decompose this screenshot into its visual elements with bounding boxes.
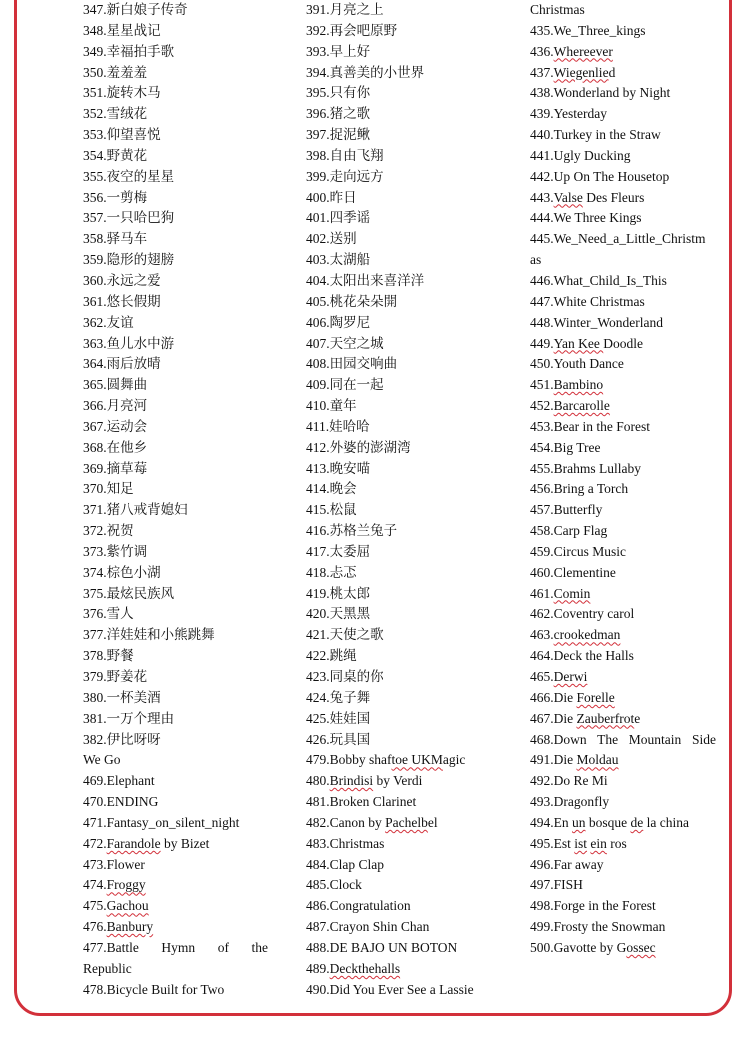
song-entry: 441.Ugly Ducking (530, 147, 631, 163)
song-entry: 352.雪绒花 (83, 106, 148, 122)
song-entry: 442.Up On The Housetop (530, 168, 670, 184)
song-entry: 461.Comin (530, 585, 591, 601)
song-entry: 414.晚会 (306, 481, 357, 497)
song-entry: 418.忐忑 (306, 564, 357, 580)
song-entry: 440.Turkey in the Straw (530, 127, 661, 143)
song-entry: 469.Elephant (83, 773, 155, 789)
song-entry: 405.桃花朵朵開 (306, 293, 398, 309)
song-entry: 437.Wiegenlied (530, 64, 616, 80)
song-entry: 392.再会吧原野 (306, 22, 398, 38)
spellcheck-underline: Valse (553, 189, 583, 205)
song-entry: 490.Did You Ever See a Lassie (306, 981, 474, 997)
song-entry: 398.自由飞翔 (306, 147, 384, 163)
song-entry: 477.Battle Hymn of the (83, 939, 268, 955)
spellcheck-underline: Barcarolle (553, 398, 610, 414)
song-entry: 487.Crayon Shin Chan (306, 919, 430, 935)
spellcheck-underline: de (630, 814, 644, 830)
song-entry: 438.Wonderland by Night (530, 85, 671, 101)
song-entry: 401.四季谣 (306, 210, 371, 226)
song-entry: 397.捉泥鳅 (306, 127, 371, 143)
spellcheck-underline: Yan Kee (553, 335, 604, 351)
spellcheck-underline: Comin (553, 585, 591, 601)
song-entry: 361.悠长假期 (83, 293, 161, 309)
spellcheck-underline: Gachou (106, 898, 149, 914)
spellcheck-underline: Deckthehalls (329, 960, 401, 976)
song-entry: 439.Yesterday (530, 106, 607, 122)
song-entry: 364.雨后放晴 (83, 356, 161, 372)
spellcheck-underline: Farandole (106, 835, 161, 851)
song-entry: 465.Derwi (530, 669, 588, 684)
song-entry: 351.旋转木马 (83, 85, 161, 101)
song-entry: 377.洋娃娃和小熊跳舞 (83, 627, 215, 643)
song-entry: 473.Flower (83, 856, 145, 872)
song-entry: 445.We_Need_a_Little_Christm (530, 231, 706, 247)
song-entry: 499.Frosty the Snowman (530, 919, 666, 935)
song-entry: 474.Froggy (83, 877, 146, 893)
song-entry: 436.Whereever (530, 43, 613, 59)
song-entry: 355.夜空的星星 (83, 168, 175, 184)
song-entry: 406.陶罗尼 (306, 314, 371, 330)
spellcheck-underline: Froggy (106, 877, 146, 893)
song-entry: 422.跳绳 (306, 648, 357, 664)
song-entry: 417.太委屈 (306, 543, 371, 559)
song-entry: 462.Coventry carol (530, 606, 635, 622)
song-entry: 374.棕色小湖 (83, 564, 161, 580)
song-entry: 479.Bobby shaftoe UKMagic (306, 752, 466, 768)
song-entry: 476.Banbury (83, 919, 154, 935)
song-entry: 491.Die Moldau (530, 752, 619, 768)
song-entry: 480.Brindisi by Verdi (306, 773, 423, 789)
song-entry: 371.猪八戒背媳妇 (83, 502, 188, 518)
song-entry: 407.天空之城 (306, 335, 384, 351)
song-entry: 472.Farandole by Bizet (83, 835, 210, 851)
song-entry: 467.Die Zauberfrote (530, 710, 641, 726)
song-entry: 466.Die Forelle (530, 689, 615, 705)
spellcheck-underline: Zauberfrot (576, 710, 635, 726)
song-entry: 483.Christmas (306, 835, 385, 851)
song-entry: 494.En un bosque de la china (530, 814, 689, 830)
song-entry: 451.Bambino (530, 377, 604, 393)
song-entry: 349.幸福拍手歌 (83, 43, 175, 59)
song-entry: 363.鱼儿水中游 (83, 335, 175, 351)
song-entry: 423.同桌的你 (306, 669, 384, 684)
song-entry: 376.雪人 (83, 606, 134, 622)
song-entry: 486.Congratulation (306, 898, 411, 914)
song-entry: 457.Butterfly (530, 502, 603, 518)
song-entry: 370.知足 (83, 481, 134, 497)
song-entry: 459.Circus Music (530, 543, 626, 559)
song-entry: 468.Down The Mountain Side (530, 731, 716, 747)
song-entry: 399.走向远方 (306, 168, 384, 184)
song-entry: 373.紫竹调 (83, 543, 148, 559)
song-entry: 394.真善美的小世界 (306, 64, 425, 80)
song-entry: 409.同在一起 (306, 377, 384, 393)
song-entry: Republic (83, 960, 132, 976)
song-entry: 347.新白娘子传奇 (83, 2, 188, 17)
song-entry: 497.FISH (530, 877, 583, 893)
song-entry: 356.一剪梅 (83, 189, 148, 205)
song-entry: 380.一杯美酒 (83, 689, 161, 705)
song-entry: 367.运动会 (83, 418, 148, 434)
song-entry: 413.晚安喵 (306, 460, 371, 476)
song-entry: 426.玩具国 (306, 731, 371, 747)
song-entry: 450.Youth Dance (530, 356, 624, 372)
song-entry: 402.送别 (306, 231, 357, 247)
song-entry: 403.太湖船 (306, 252, 371, 268)
spellcheck-underline: ist (574, 835, 588, 851)
spellcheck-underline: Wiegenlie (553, 64, 609, 80)
song-entry: 460.Clementine (530, 564, 616, 580)
song-entry: 382.伊比呀呀 (83, 731, 161, 747)
spellcheck-underline: un (572, 814, 586, 830)
song-entry: as (530, 252, 542, 268)
song-entry: 357.一只哈巴狗 (83, 210, 175, 226)
song-entry: 420.天黑黑 (306, 606, 371, 622)
spellcheck-underline: Whereever (553, 43, 613, 59)
spellcheck-underline: crookedman (553, 627, 621, 643)
song-entry: 368.在他乡 (83, 439, 148, 455)
spellcheck-underline: Derwi (553, 669, 588, 684)
song-entry: 400.昨日 (306, 189, 357, 205)
song-entry: 369.摘草莓 (83, 460, 148, 476)
song-entry: 359.隐形的翅膀 (83, 252, 175, 268)
song-entry: 412.外婆的澎湖湾 (306, 439, 411, 455)
song-entry: 488.DE BAJO UN BOTON (306, 939, 458, 955)
song-entry: 447.White Christmas (530, 293, 645, 309)
song-entry: 375.最炫民族风 (83, 585, 175, 601)
song-entry: 444.We Three Kings (530, 210, 642, 226)
spellcheck-underline: toe UKM (391, 752, 443, 768)
song-entry: Christmas (530, 2, 585, 17)
song-entry: 471.Fantasy_on_silent_night (83, 814, 240, 830)
song-entry: 393.早上好 (306, 43, 371, 59)
song-entry: 481.Broken Clarinet (306, 794, 417, 810)
spellcheck-underline: Forelle (576, 689, 615, 705)
song-entry: 452.Barcarolle (530, 398, 610, 414)
song-entry: 360.永远之爱 (83, 272, 161, 288)
song-list-column-3 (530, 0, 716, 959)
song-entry: 470.ENDING (83, 794, 159, 810)
song-entry: 381.一万个理由 (83, 710, 175, 726)
song-entry: 475.Gachou (83, 898, 149, 914)
spellcheck-underline: Pachelb (385, 814, 428, 830)
song-entry: 498.Forge in the Forest (530, 898, 656, 914)
spellcheck-underline: Brindisi (329, 773, 374, 789)
song-entry: 484.Clap Clap (306, 856, 384, 872)
song-entry: 416.苏格兰兔子 (306, 523, 398, 539)
song-entry: 421.天使之歌 (306, 627, 384, 643)
song-entry: 500.Gavotte by Gossec (530, 939, 656, 955)
song-entry: 404.太阳出来喜洋洋 (306, 272, 425, 288)
spellcheck-underline: Banbury (106, 919, 154, 935)
song-entry: 454.Big Tree (530, 439, 601, 455)
song-entry: 391.月亮之上 (306, 2, 384, 17)
song-entry: 458.Carp Flag (530, 523, 608, 539)
song-entry: 362.友谊 (83, 314, 134, 330)
song-entry: 419.桃太郎 (306, 585, 371, 601)
song-entry: 485.Clock (306, 877, 362, 893)
song-entry: 408.田园交响曲 (306, 356, 398, 372)
song-entry: 443.Valse Des Fleurs (530, 189, 645, 205)
song-entry: 495.Est ist ein ros (530, 835, 627, 851)
song-entry: 492.Do Re Mi (530, 773, 608, 789)
song-entry: 435.We_Three_kings (530, 22, 646, 38)
song-entry: 448.Winter_Wonderland (530, 314, 663, 330)
song-entry: 410.童年 (306, 398, 357, 414)
song-entry: 464.Deck the Halls (530, 648, 634, 664)
spellcheck-underline: Bambino (553, 377, 604, 393)
spellcheck-underline: ossec (626, 939, 656, 955)
song-list-column-2 (306, 0, 491, 1001)
song-entry: 378.野餐 (83, 648, 134, 664)
song-list-column-1 (83, 0, 268, 1001)
song-entry: 489.Deckthehalls (306, 960, 401, 976)
song-entry: 482.Canon by Pachelbel (306, 814, 438, 830)
song-entry: 366.月亮河 (83, 398, 148, 414)
song-entry: 358.驿马车 (83, 231, 148, 247)
song-entry: 365.圆舞曲 (83, 377, 148, 393)
song-entry: 456.Bring a Torch (530, 481, 629, 497)
song-entry: 478.Bicycle Built for Two (83, 981, 225, 997)
song-entry: 455.Brahms Lullaby (530, 460, 641, 476)
song-entry: We Go (83, 752, 121, 768)
spellcheck-underline: ein (590, 835, 607, 851)
song-entry: 353.仰望喜悦 (83, 127, 161, 143)
song-entry: 493.Dragonfly (530, 794, 610, 810)
song-entry: 415.松鼠 (306, 502, 357, 518)
song-entry: 453.Bear in the Forest (530, 418, 650, 434)
song-entry: 396.猪之歌 (306, 106, 371, 122)
song-entry: 348.星星战记 (83, 22, 161, 38)
song-entry: 425.娃娃国 (306, 710, 371, 726)
song-entry: 395.只有你 (306, 85, 371, 101)
song-entry: 379.野姜花 (83, 669, 148, 684)
song-entry: 496.Far away (530, 856, 604, 872)
spellcheck-underline: Moldau (576, 752, 619, 768)
song-entry: 449.Yan Kee Doodle (530, 335, 643, 351)
song-entry: 446.What_Child_Is_This (530, 272, 667, 288)
song-entry: 424.兔子舞 (306, 689, 371, 705)
song-entry: 350.羞羞羞 (83, 64, 148, 80)
song-entry: 411.娃哈哈 (306, 418, 370, 434)
song-entry: 354.野黄花 (83, 147, 148, 163)
song-entry: 463.crookedman (530, 627, 621, 643)
song-entry: 372.祝贺 (83, 523, 134, 539)
